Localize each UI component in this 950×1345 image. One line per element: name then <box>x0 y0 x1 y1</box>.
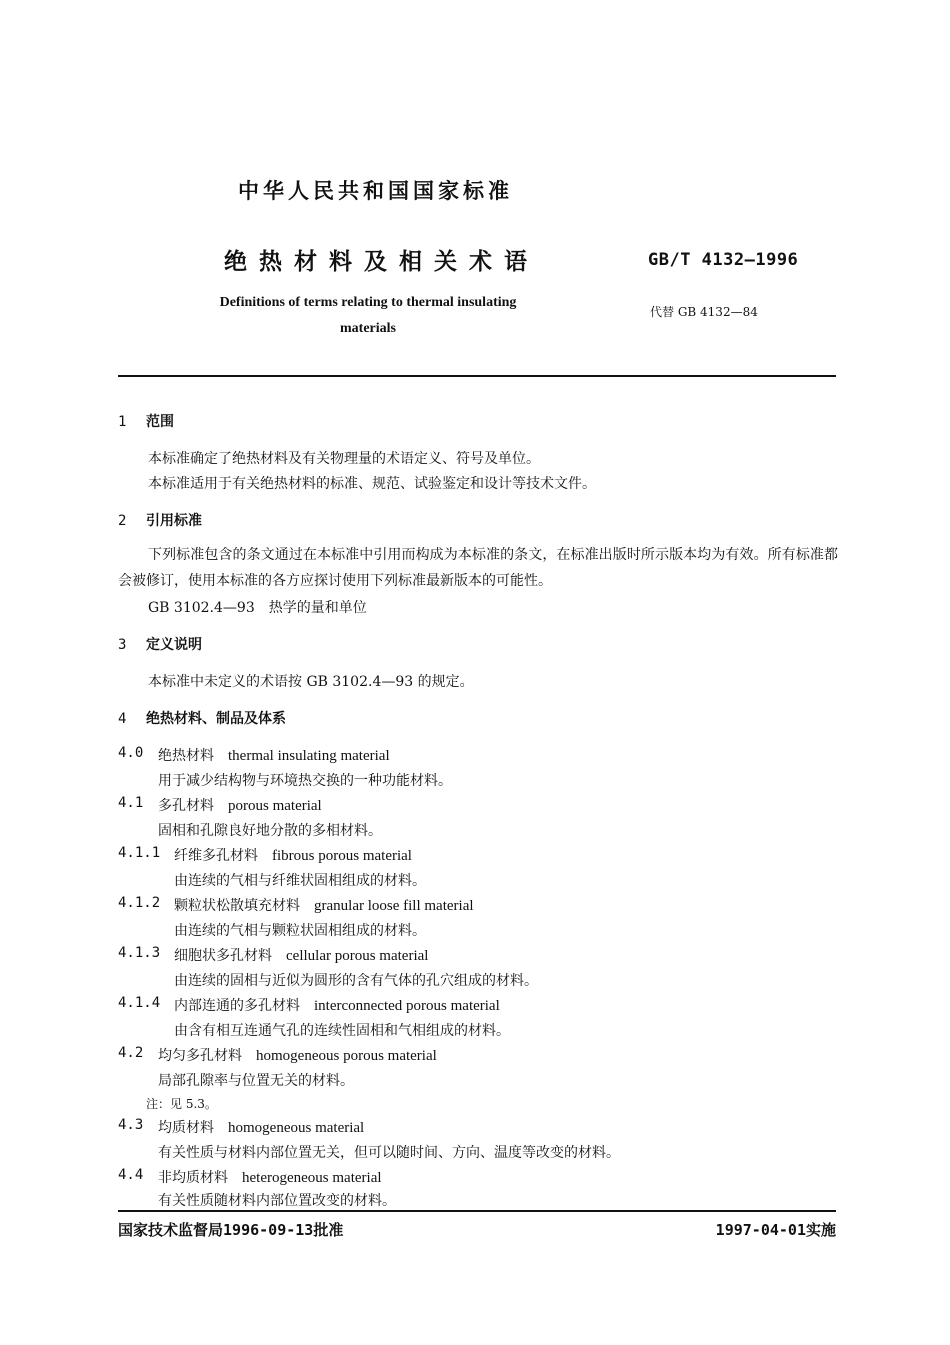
term-heading <box>174 845 412 865</box>
term-en: granular loose fill material <box>314 898 474 914</box>
approval-label: 批准 <box>313 1221 344 1239</box>
national-standard-heading: 中华人民共和国国家标准 <box>238 178 513 203</box>
term-heading <box>158 745 390 765</box>
standard-number: GB/T 4132—1996 <box>648 250 799 270</box>
term-cn: 内部连通的多孔材料 <box>174 998 300 1014</box>
section-number: 1 <box>118 414 127 430</box>
term-number: 4.1.3 <box>118 945 161 961</box>
section-3-heading <box>118 634 202 654</box>
term-number: 4.3 <box>118 1117 144 1133</box>
term-number: 4.2 <box>118 1045 144 1061</box>
section-1-paragraph-1: 本标准确定了绝热材料及有关物理量的术语定义、符号及单位。 <box>148 451 540 467</box>
section-number: 3 <box>118 637 127 653</box>
term-en: homogeneous porous material <box>256 1048 437 1064</box>
approval-org: 国家技术监督局 <box>118 1221 224 1239</box>
section-2-paragraph: 下列标准包含的条文通过在本标准中引用而构成为本标准的条文，在标准出版时所示版本均为有效。所有标准都会被修订，使用本标准的各方应探讨使用下列标准最新版本的可能性。 <box>118 547 838 589</box>
header-divider <box>118 375 836 377</box>
replaces-standard: 代替 GB 4132—84 <box>650 305 758 319</box>
section-4-heading <box>118 708 286 728</box>
term-number: 4.1.1 <box>118 845 161 861</box>
term-cn: 非均质材料 <box>158 1170 228 1186</box>
term-number: 4.1 <box>118 795 144 811</box>
term-cn: 均质材料 <box>158 1120 214 1136</box>
term-en: cellular porous material <box>286 948 429 964</box>
section-1-paragraph-2: 本标准适用于有关绝热材料的标准、规范、试验鉴定和设计等技术文件。 <box>148 476 596 492</box>
term-definition: 有关性质与材料内部位置无关，但可以随时间、方向、温度等改变的材料。 <box>158 1145 620 1161</box>
term-en: homogeneous material <box>228 1120 365 1136</box>
section-2-heading <box>118 510 202 530</box>
implementation-line <box>716 1219 836 1240</box>
term-definition: 由连续的固相与近似为圆形的含有气体的孔穴组成的材料。 <box>174 973 538 989</box>
term-definition: 用于减少结构物与环境热交换的一种功能材料。 <box>158 773 452 789</box>
term-number: 4.1.2 <box>118 895 161 911</box>
term-heading <box>174 945 428 965</box>
approval-line <box>118 1219 343 1240</box>
document-title-en: Definitions of terms relating to thermal insulating materials <box>219 295 517 336</box>
term-heading <box>158 1117 364 1137</box>
section-title: 绝热材料、制品及体系 <box>146 711 286 727</box>
footer-divider <box>118 1210 836 1212</box>
term-heading <box>174 895 474 915</box>
section-number: 2 <box>118 513 127 529</box>
term-heading <box>158 1045 437 1065</box>
section-1-heading <box>118 411 174 431</box>
section-3-paragraph: 本标准中未定义的术语按 GB 3102.4—93 的规定。 <box>148 674 474 690</box>
term-definition: 有关性质随材料内部位置改变的材料。 <box>158 1193 396 1209</box>
term-cn: 细胞状多孔材料 <box>174 948 272 964</box>
term-cn: 均匀多孔材料 <box>158 1048 242 1064</box>
term-en: interconnected porous material <box>314 998 500 1014</box>
term-definition: 固相和孔隙良好地分散的多相材料。 <box>158 823 382 839</box>
term-definition: 局部孔隙率与位置无关的材料。 <box>158 1073 354 1089</box>
section-title: 定义说明 <box>146 637 202 653</box>
term-en: fibrous porous material <box>272 848 412 864</box>
section-2-reference: GB 3102.4—93 热学的量和单位 <box>148 600 367 616</box>
term-cn: 颗粒状松散填充材料 <box>174 898 300 914</box>
term-definition: 由连续的气相与纤维状固相组成的材料。 <box>174 873 426 889</box>
term-en: thermal insulating material <box>228 748 390 764</box>
term-number: 4.4 <box>118 1167 144 1183</box>
section-title: 范围 <box>146 414 174 430</box>
term-heading <box>158 1167 382 1187</box>
section-title: 引用标准 <box>146 513 202 529</box>
approval-date: 1996-09-13 <box>223 1221 314 1239</box>
implementation-date: 1997-04-01 <box>715 1221 806 1239</box>
section-number: 4 <box>118 711 127 727</box>
term-cn: 纤维多孔材料 <box>174 848 258 864</box>
term-heading <box>158 795 322 815</box>
term-en: porous material <box>228 798 322 814</box>
term-number: 4.0 <box>118 745 144 761</box>
term-number: 4.1.4 <box>118 995 161 1011</box>
document-title-cn: 绝热材料及相关术语 <box>224 248 539 275</box>
term-note: 注：见 5.3。 <box>146 1097 217 1111</box>
implementation-label: 实施 <box>805 1221 836 1239</box>
term-definition: 由连续的气相与颗粒状固相组成的材料。 <box>174 923 426 939</box>
term-heading <box>174 995 500 1015</box>
term-en: heterogeneous material <box>242 1170 382 1186</box>
term-cn: 多孔材料 <box>158 798 214 814</box>
term-cn: 绝热材料 <box>158 748 214 764</box>
term-definition: 由含有相互连通气孔的连续性固相和气相组成的材料。 <box>174 1023 510 1039</box>
